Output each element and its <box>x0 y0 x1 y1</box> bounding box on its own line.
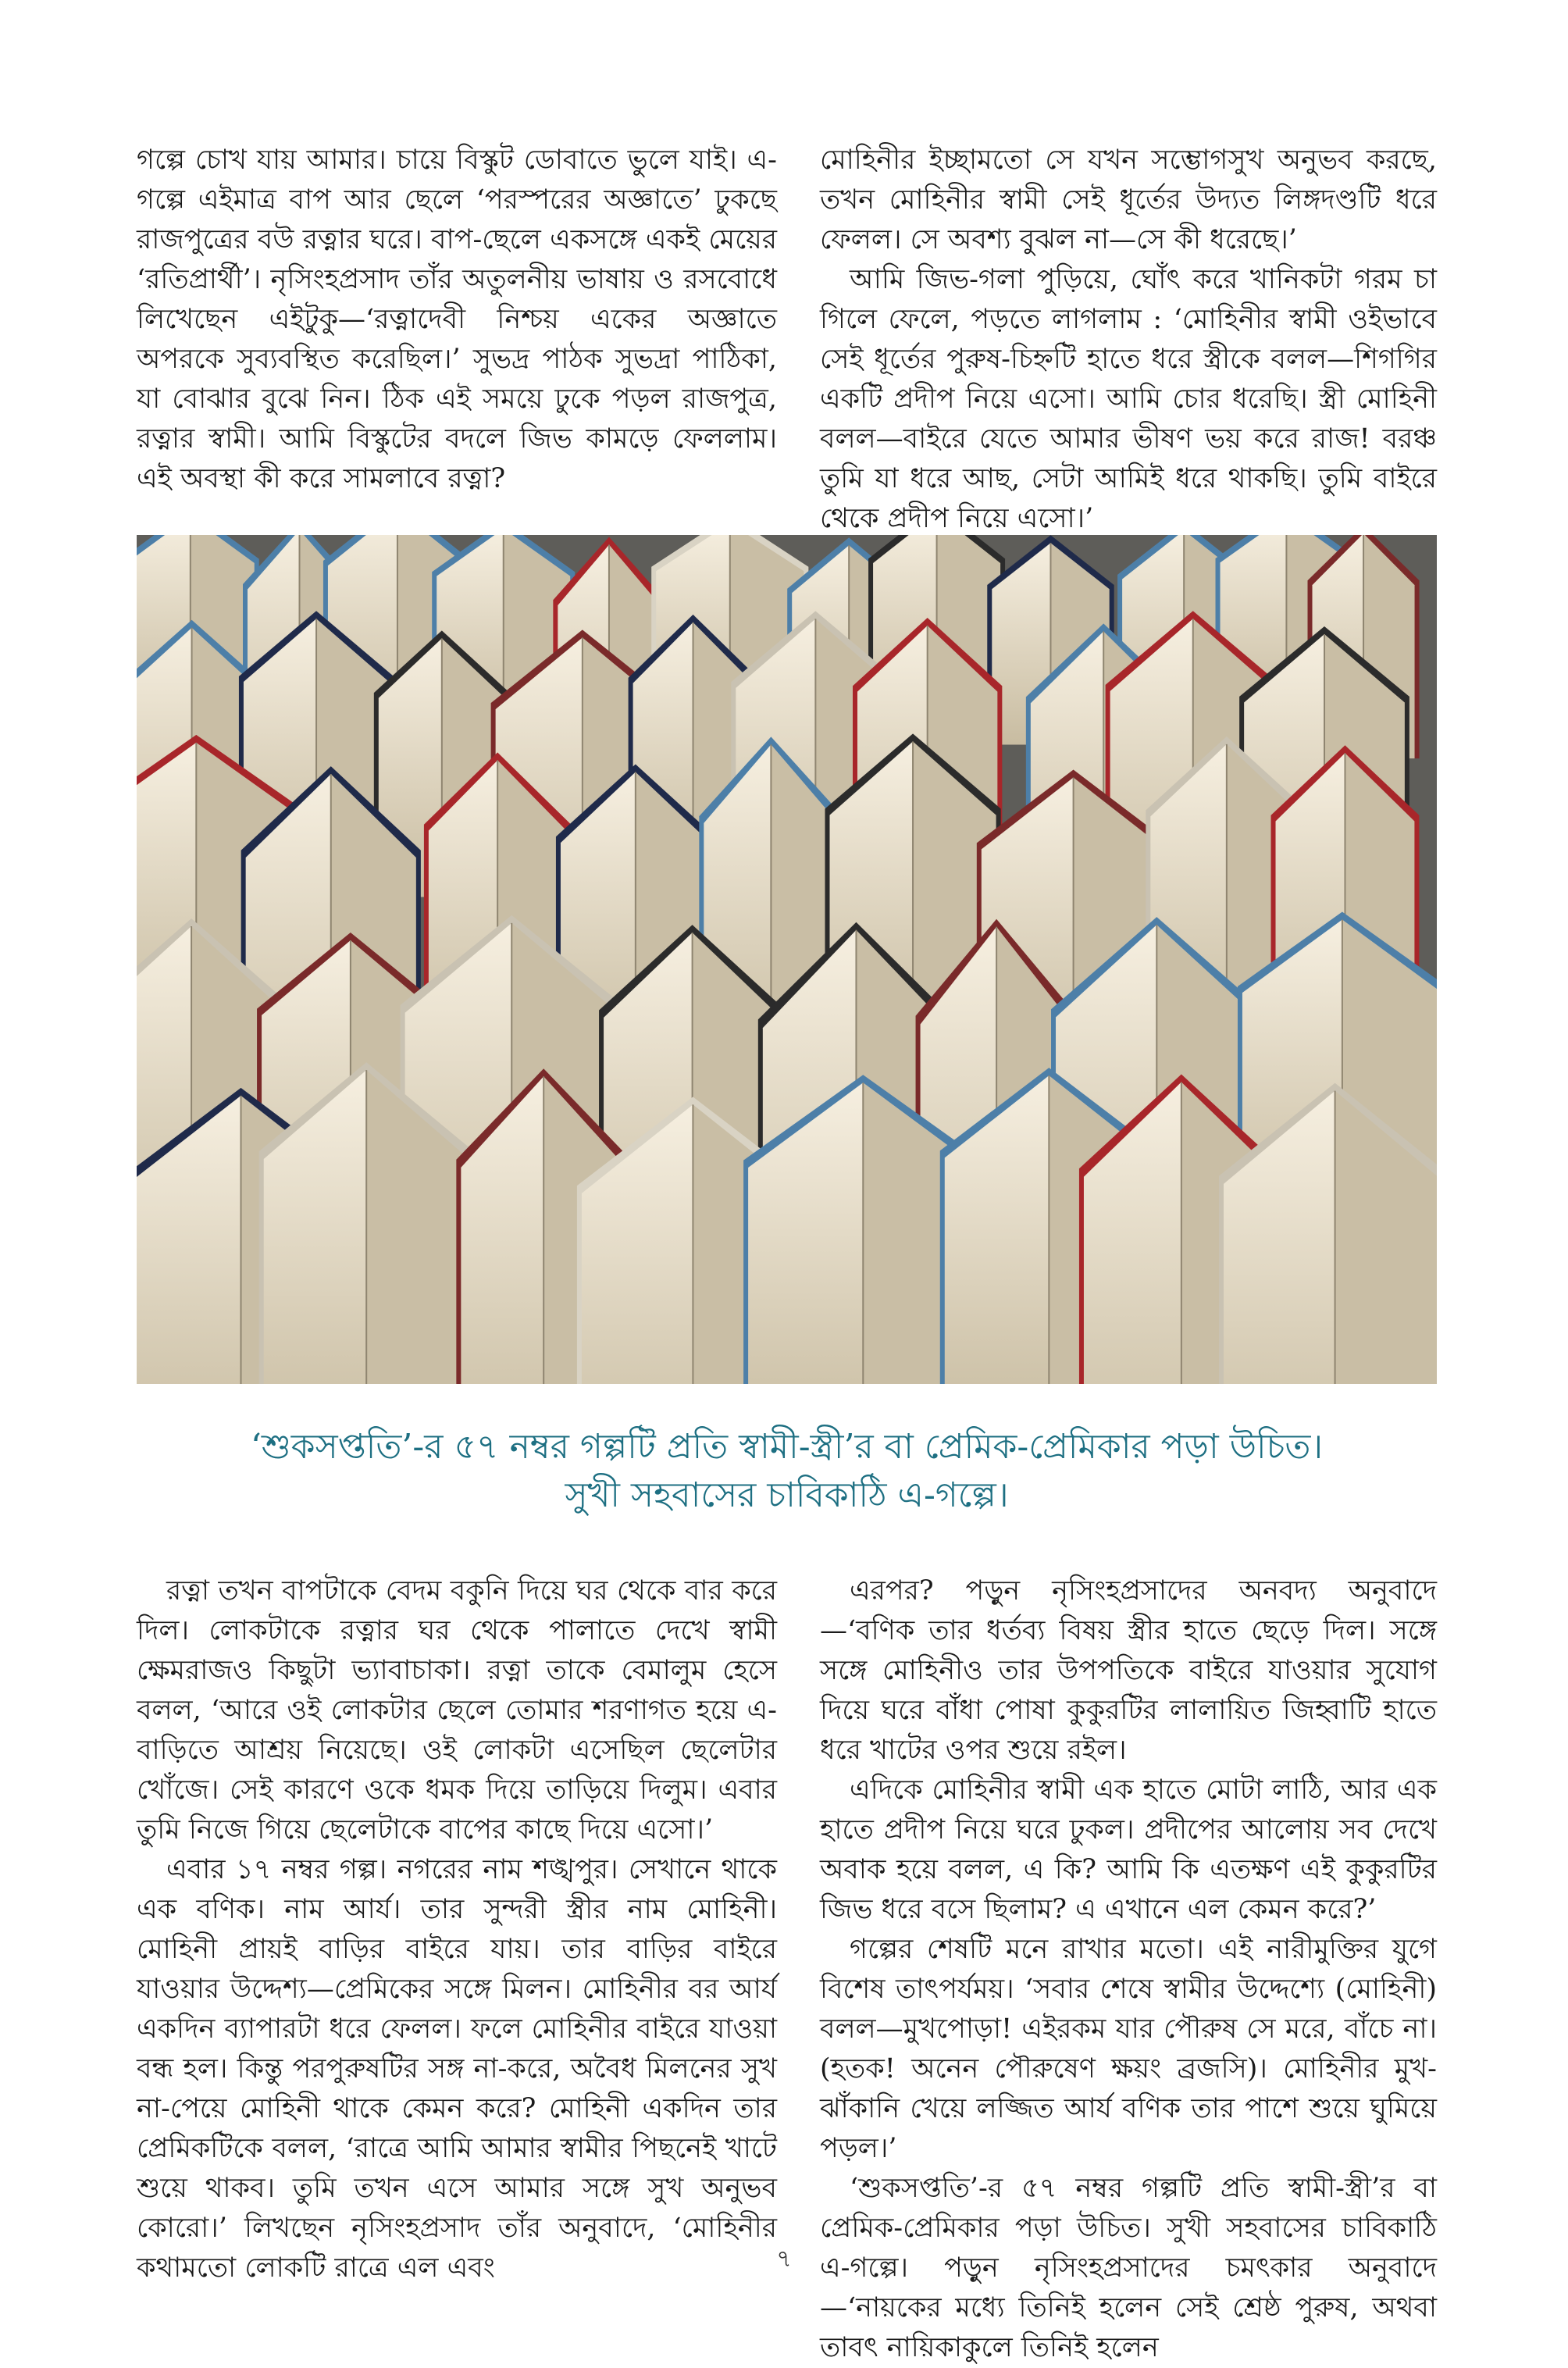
page-number: ৭ <box>776 2245 792 2273</box>
paragraph: এবার ১৭ নম্বর গল্প। নগরের নাম শঙ্খপুর। সেখানে থাকে এক বণিক। নাম আর্য। তার সুন্দরী স্ত্রীর নাম মোহিনী। মোহিনী প্রায়ই বাড়ির বাইরে যায়। তার বাড়ির বাইরে যাওয়ার উদ্দেশ্য—প্রেমিকের সঙ্গে মিলন। মোহিনীর বর আর্য একদিন ব্যাপারটা ধরে ফেলল। ফলে মোহিনীর বাইরে যাওয়া বন্ধ হল। কিন্তু পরপুরুষটির সঙ্গ না-করে, অবৈধ মিলনের সুখ না-পেয়ে মোহিনী থাকে কেমন করে? মোহিনী একদিন তার প্রেমিকটিকে বলল, ‘রাত্রে আমি আমার স্বামীর পিছনেই খাটে শুয়ে থাকব। তুমি তখন এসে আমার সঙ্গে সুখ অনুভব কোরো।’ লিখছেন নৃসিংহপ্রসাদ তাঁর অনুবাদে, ‘মোহিনীর কথামতো লোকটি রাত্রে এল এবং <box>137 1854 777 2284</box>
paragraph: এরপর? পড়ুন নৃসিংহপ্রসাদের অনবদ্য অনুবাদে—‘বণিক তার ধর্তব্য বিষয় স্ত্রীর হাতে ছেড়ে দিল। সঙ্গে সঙ্গে মোহিনীও তার উপপতিকে বাইরে যাওয়ার সুযোগ দিয়ে ঘরে বাঁধা পোষা কুকুরটির লালায়িত জিহ্বাটি হাতে ধরে খাটের ওপর শুয়ে রইল। <box>820 1575 1437 1766</box>
paragraph: রত্না তখন বাপটাকে বেদম বকুনি দিয়ে ঘর থেকে বার করে দিল। লোকটাকে রত্নার ঘর থেকে পালাতে দেখে স্বামী ক্ষেমরাজও কিছুটা ভ্যাবাচাকা। রত্না তাকে বেমালুম হেসে বলল, ‘আরে ওই লোকটার ছেলে তোমার শরণাগত হয়ে এ-বাড়িতে আশ্রয় নিয়েছে। ওই লোকটা এসেছিল ছেলেটার খোঁজে। সেই কারণে ওকে ধমক দিয়ে তাড়িয়ে দিলুম। এবার তুমি নিজে গিয়ে ছেলেটাকে বাপের কাছে দিয়ে এসো।’ <box>137 1575 777 1846</box>
paragraph: আমি জিভ-গলা পুড়িয়ে, ঘোঁৎ করে খানিকটা গরম চা গিলে ফেলে, পড়তে লাগলাম : ‘মোহিনীর স্বামী ওইভাবে সেই ধূর্তের পুরুষ-চিহ্নটি হাতে ধরে স্ত্রীকে বলল—শিগগির একটি প্রদীপ নিয়ে এসো। আমি চোর ধরেছি। স্ত্রী মোহিনী বলল—বাইরে যেতে আমার ভীষণ ভয় করে রাজ! বরঞ্চ তুমি যা ধরে আছ, সেটা আমিই ধরে থাকছি। তুমি বাইরে থেকে প্রদীপ নিয়ে এসো।’ <box>820 264 1437 534</box>
top-right-column <box>820 141 1437 539</box>
caption-line-1: ‘শুকসপ্ততি’-র ৫৭ নম্বর গল্পটি প্রতি স্বামী-স্ত্রী’র বা প্রেমিক-প্রেমিকার পড়া উচিত। <box>250 1427 1324 1467</box>
pull-quote-caption <box>137 1423 1437 1520</box>
paragraph: গল্পের শেষটি মনে রাখার মতো। এই নারীমুক্তির যুগে বিশেষ তাৎপর্যময়। ‘সবার শেষে স্বামীর উদ্দেশ্যে (মোহিনী) বলল—মুখপোড়া! এইরকম যার পৌরুষ সে মরে, বাঁচে না। (হতক! অনেন পৌরুষেণ ক্ষয়ং ব্রজসি)। মোহিনীর মুখ-ঝাঁকানি খেয়ে লজ্জিত আর্য বণিক তার পাশে শুয়ে ঘুমিয়ে পড়ল।’ <box>820 1934 1437 2164</box>
paragraph: এদিকে মোহিনীর স্বামী এক হাতে মোটা লাঠি, আর এক হাতে প্রদীপ নিয়ে ঘরে ঢুকল। প্রদীপের আলোয় সব দেখে অবাক হয়ে বলল, এ কি? আমি কি এতক্ষণ এই কুকুরটির জিভ ধরে বসে ছিলাম? এ এখানে এল কেমন করে?’ <box>820 1774 1437 1925</box>
paragraph: গল্পে চোখ যায় আমার। চায়ে বিস্কুট ডোবাতে ভুলে যাই। এ-গল্পে এইমাত্র বাপ আর ছেলে ‘পরস্পরের অজ্ঞাতে’ ঢুকছে রাজপুত্রের বউ রত্নার ঘরে। বাপ-ছেলে একসঙ্গে একই মেয়ের ‘রতিপ্রার্থী’। নৃসিংহপ্রসাদ তাঁর অতুলনীয় ভাষায় ও রসবোধে লিখেছেন এইটুকু—‘রত্নাদেবী নিশ্চয় একের অজ্ঞাতে অপরকে সুব্যবস্থিত করেছিল।’ সুভদ্র পাঠক সুভদ্রা পাঠিকা, যা বোঝার বুঝে নিন। ঠিক এই সময়ে ঢুকে পড়ল রাজপুত্র, রত্নার স্বামী। আমি বিস্কুটের বদলে জিভ কামড়ে ফেললাম। এই অবস্থা কী করে সামলাবে রত্না? <box>137 144 777 494</box>
paragraph: মোহিনীর ইচ্ছামতো সে যখন সম্ভোগসুখ অনুভব করছে, তখন মোহিনীর স্বামী সেই ধূর্তের উদ্যত লিঙ্গদণ্ডটি ধরে ফেলল। সে অবশ্য বুঝল না—সে কী ধরেছে।’ <box>820 144 1437 255</box>
caption-line-2: সুখী সহবাসের চাবিকাঠি এ-গল্পে। <box>565 1475 1009 1515</box>
books-photo <box>137 535 1437 1384</box>
bottom-left-column <box>137 1571 777 2288</box>
top-left-column <box>137 141 777 499</box>
open-books-illustration <box>137 535 1437 1384</box>
paragraph: ‘শুকসপ্ততি’-র ৫৭ নম্বর গল্পটি প্রতি স্বামী-স্ত্রী’র বা প্রেমিক-প্রেমিকার পড়া উচিত। সুখী সহবাসের চাবিকাঠি এ-গল্পে। পড়ুন নৃসিংহপ্রসাদের চমৎকার অনুবাদে—‘নায়কের মধ্যে তিনিই হলেন সেই শ্রেষ্ঠ পুরুষ, অথবা তাবৎ নায়িকাকুলে তিনিই হলেন <box>820 2173 1437 2363</box>
